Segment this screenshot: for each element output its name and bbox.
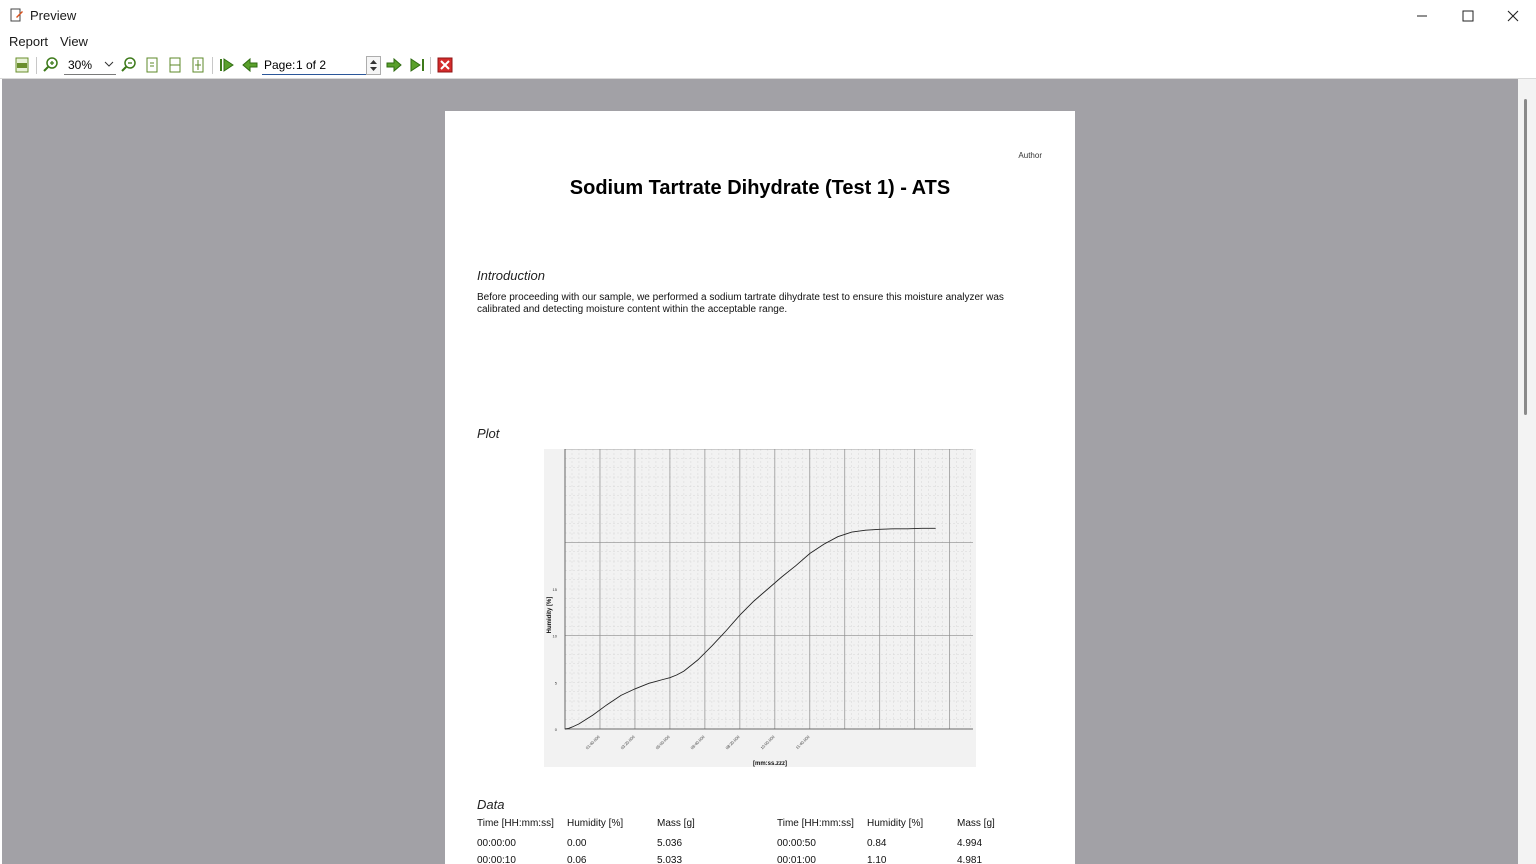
table-cell: 00:00:10 — [477, 855, 516, 864]
page-width-icon — [167, 57, 183, 73]
plot-background — [544, 449, 976, 767]
window-title: Preview — [30, 8, 77, 23]
pdf-icon — [14, 57, 30, 73]
title-bar — [0, 0, 1536, 31]
table-header-time: Time [HH:mm:ss] — [777, 818, 854, 829]
x-tick-label: 01:40.000 — [584, 734, 601, 751]
section-heading-data: Data — [477, 797, 505, 812]
table-cell: 5.033 — [657, 855, 683, 864]
zoom-value: 30% — [68, 58, 93, 72]
previous-page-button[interactable] — [241, 56, 259, 74]
x-tick-label: 06:40.000 — [689, 734, 706, 751]
close-preview-button[interactable] — [436, 56, 454, 74]
chevron-down-icon — [104, 59, 114, 69]
toolbar-separator — [430, 57, 431, 74]
author-label: Author — [1018, 151, 1042, 160]
page-value: 1 of 2 — [296, 58, 327, 72]
table-cell: 4.994 — [957, 838, 983, 849]
section-heading-introduction: Introduction — [477, 268, 545, 283]
page-spinner[interactable] — [366, 56, 381, 75]
actual-size-button[interactable] — [143, 56, 161, 74]
app-icon — [10, 8, 24, 22]
introduction-text: Before proceeding with our sample, we performed a sodium tartrate dihydrate test to ensure this moisture analyzer was calibrated and detecting moisture content within the acceptable range. — [477, 292, 1004, 315]
first-page-icon — [219, 57, 235, 73]
scrollbar-thumb[interactable] — [1524, 99, 1527, 415]
section-heading-plot: Plot — [477, 426, 500, 441]
table-cell: 00:00:00 — [477, 838, 516, 849]
page-width-button[interactable] — [166, 56, 184, 74]
maximize-button[interactable] — [1445, 0, 1491, 31]
last-page-icon — [409, 57, 425, 73]
close-button[interactable] — [1490, 0, 1536, 31]
first-page-button[interactable] — [218, 56, 236, 74]
table-header-humidity: Humidity [%] — [867, 818, 924, 829]
minimize-button[interactable] — [1399, 0, 1445, 31]
menu-bar — [0, 31, 1536, 53]
table-cell: 4.981 — [957, 855, 983, 864]
preview-area[interactable] — [2, 79, 1518, 864]
zoom-select[interactable] — [64, 56, 116, 75]
whole-page-icon — [190, 57, 206, 73]
toolbar — [0, 53, 1536, 79]
table-header-time: Time [HH:mm:ss] — [477, 818, 554, 829]
table-cell: 0.84 — [867, 838, 887, 849]
table-cell: 00:00:50 — [777, 838, 816, 849]
zoom-in-icon — [43, 57, 59, 73]
x-axis-label: [mm:ss.zzz] — [752, 761, 788, 767]
next-page-button[interactable] — [385, 56, 403, 74]
table-header-mass: Mass [g] — [957, 818, 995, 829]
table-cell: 5.036 — [657, 838, 683, 849]
close-icon — [1507, 10, 1519, 22]
spinner-arrows-icon — [367, 57, 380, 74]
toolbar-separator — [212, 57, 213, 74]
toolbar-separator — [36, 57, 37, 74]
y-tick-label: 0 — [554, 727, 557, 732]
table-header-humidity: Humidity [%] — [567, 818, 624, 829]
arrow-right-icon — [386, 57, 402, 73]
x-tick-label: 08:20.000 — [724, 734, 741, 751]
table-cell: 1.10 — [867, 855, 887, 864]
y-axis-label: Humidity [%] — [547, 596, 553, 634]
last-page-button[interactable] — [408, 56, 426, 74]
x-tick-label: 03:20.000 — [619, 734, 636, 751]
zoom-out-button[interactable] — [120, 56, 138, 74]
page-label: Page: — [264, 58, 296, 72]
vertical-scrollbar[interactable] — [1518, 79, 1536, 864]
actual-size-icon — [144, 57, 160, 73]
report-page — [445, 111, 1075, 864]
page-number-input[interactable] — [262, 56, 380, 75]
y-tick-label: 10 — [552, 633, 557, 639]
table-cell: 0.00 — [567, 838, 587, 849]
report-title: Sodium Tartrate Dihydrate (Test 1) - ATS — [569, 177, 951, 199]
zoom-in-button[interactable] — [42, 56, 60, 74]
table-cell: 0.06 — [567, 855, 587, 864]
y-tick-label: 5 — [554, 680, 557, 686]
table-cell: 00:01:00 — [777, 855, 816, 864]
whole-page-button[interactable] — [189, 56, 207, 74]
maximize-icon — [1462, 10, 1474, 22]
x-tick-label: 05:00.000 — [654, 734, 671, 751]
table-header-mass: Mass [g] — [657, 818, 695, 829]
x-tick-label: 11:40.000 — [794, 734, 811, 751]
y-tick-label: 15 — [552, 587, 557, 592]
x-tick-label: 10:00.000 — [759, 734, 776, 751]
minimize-icon — [1416, 10, 1428, 22]
arrow-left-icon — [242, 57, 258, 73]
close-red-icon — [437, 57, 453, 73]
zoom-out-icon — [121, 57, 137, 73]
menu-report[interactable]: Report — [9, 34, 49, 49]
humidity-plot — [544, 449, 976, 767]
export-pdf-button[interactable] — [13, 56, 31, 74]
menu-view[interactable]: View — [60, 34, 88, 49]
